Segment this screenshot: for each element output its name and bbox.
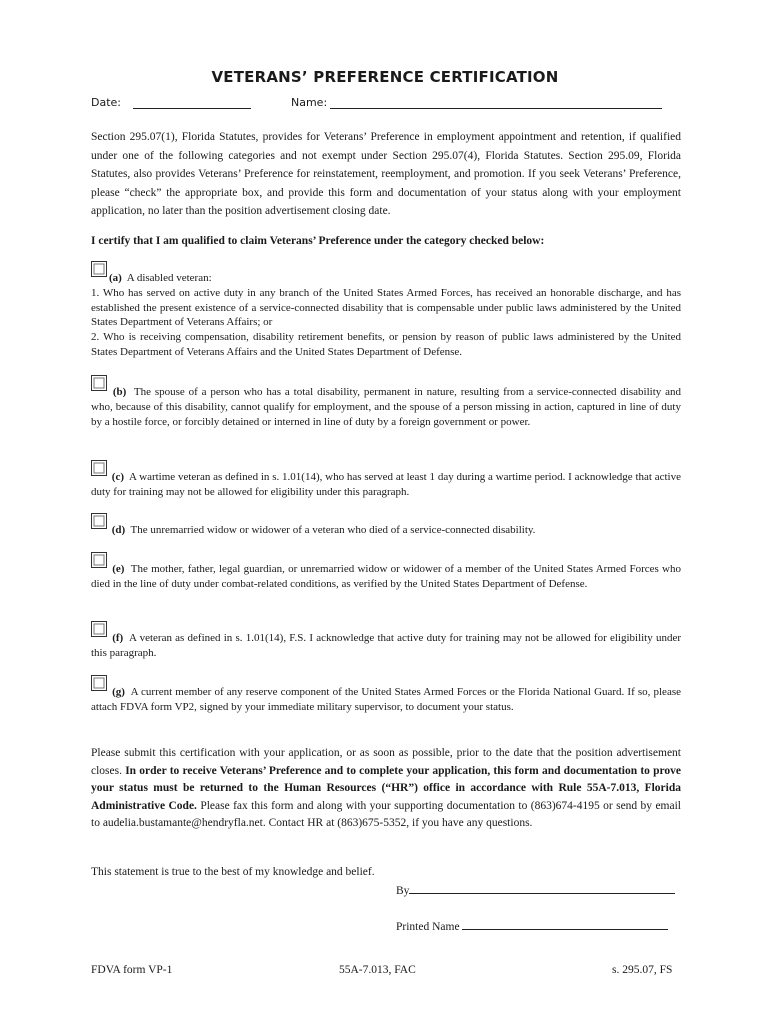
option-a-text: A disabled veteran: [126, 272, 212, 284]
footer-form-number: FDVA form VP-1 [91, 964, 173, 976]
option-a-details: 1. Who has served on active duty in any branch of the United States Armed Forces, has received an honorable discharge, and has established the present existence of a service-connected disability that is compensable under public laws administered by the United States Department of Veterans Affairs; or 2. Who is receiving compensation, disability retirement benefits, or pension by reason of public laws administered by the United States Department of Veterans Affairs and the United States Department of Defense. [91, 286, 681, 358]
submit-text-2: Please fax this form and along with your supporting documentation to (863)674-4195 or send by email to audelia.bustamante@hendryfla.net. Contact HR at (863)675-5352, if you have any questions. [91, 799, 681, 830]
option-a [91, 266, 681, 360]
option-g-letter: (g) [112, 686, 125, 698]
submit-text-1: Please submit this certification with your application, or as soon as possible, prior to the date that the position advertisement closes. [91, 747, 681, 777]
by-row [396, 882, 675, 897]
option-e-text: The mother, father, legal guardian, or unremarried widow or widower of a member of the United States Armed Forces who died in the line of duty under combat-related conditions, as verified by the United States Department of Defense. [91, 563, 681, 590]
by-label: By [396, 885, 410, 897]
option-b-text: The spouse of a person who has a total disability, permanent in nature, resulting from a service-connected disability and who, because of this disability, cannot qualify for employment, and the spouse of a person missing in action, captured in line of duty by a hostile force, or forcibly detained or interned in line of duty by a foreign government or power. [91, 386, 681, 428]
checkbox-c[interactable] [91, 460, 107, 476]
statement-text: This statement is true to the best of my knowledge and belief. [91, 866, 375, 878]
page-title: VETERANS’ PREFERENCE CERTIFICATION [211, 68, 559, 86]
option-b [91, 380, 681, 429]
footer-statute: s. 295.07, FS [612, 964, 673, 976]
option-e [91, 557, 681, 592]
option-f-text: A veteran as defined in s. 1.01(14), F.S. I acknowledge that active duty for training may not be allowed for eligibility under this paragraph. [91, 632, 681, 659]
name-label: Name: [291, 96, 328, 109]
date-label: Date: [91, 96, 121, 109]
checkbox-f[interactable] [91, 621, 107, 637]
printed-name-field[interactable] [462, 918, 668, 930]
option-f [91, 626, 681, 661]
printed-name-label: Printed Name [396, 921, 460, 933]
name-field[interactable] [330, 108, 662, 109]
submit-text-bold: In order to receive Veterans’ Preference and to complete your application, this form and documentation to prove your status must be returned to the Human Resources (“HR”) office in accordance with Rule 55A-7.013, Florida Administrative Code. [91, 764, 682, 812]
option-b-letter: (b) [112, 386, 127, 398]
option-a-letter: (a) [109, 272, 122, 284]
option-f-letter: (f) [112, 632, 124, 644]
signature-field[interactable] [409, 882, 675, 894]
option-d-letter: (d) [111, 524, 126, 536]
option-d-text: The unremarried widow or widower of a veteran who died of a service-connected disability. [130, 524, 536, 536]
checkbox-a[interactable] [91, 261, 107, 277]
option-c [91, 465, 681, 500]
option-c-text: A wartime veteran as defined in s. 1.01(14), who has served at least 1 day during a wartime period. I acknowledge that active duty for training may not be allowed for eligibility under this paragraph. [91, 471, 681, 498]
submit-paragraph [91, 745, 681, 833]
checkbox-d[interactable] [91, 513, 107, 529]
checkbox-e[interactable] [91, 552, 107, 568]
option-g [91, 680, 681, 715]
footer-rule: 55A-7.013, FAC [339, 964, 416, 976]
certify-heading: I certify that I am qualified to claim Veterans’ Preference under the category checked below: [91, 235, 545, 247]
option-c-letter: (c) [111, 471, 125, 483]
date-field[interactable] [133, 108, 251, 109]
option-g-text: A current member of any reserve component of the United States Armed Forces or the Florida National Guard. If so, please attach FDVA form VP2, signed by your immediate military supervisor, to document your status. [91, 686, 681, 713]
option-d [91, 518, 681, 538]
checkbox-g[interactable] [91, 675, 107, 691]
checkbox-b[interactable] [91, 375, 107, 391]
header-fields [91, 96, 681, 110]
intro-paragraph: Section 295.07(1), Florida Statutes, provides for Veterans’ Preference in employment appointment and retention, if qualified under one of the following categories and not exempt under Section 295.07(4), Florida Statutes. Section 295.09, Florida Statutes, also provides Veterans’ Preference for reinstatement, reemployment, and promotion. If you seek Veterans’ Preference, please “check” the appropriate box, and provide this form and documentation of your status along with your employment application, no later than the position advertisement closing date. [91, 131, 681, 218]
printed-name-row [396, 918, 668, 933]
option-e-letter: (e) [112, 563, 125, 575]
